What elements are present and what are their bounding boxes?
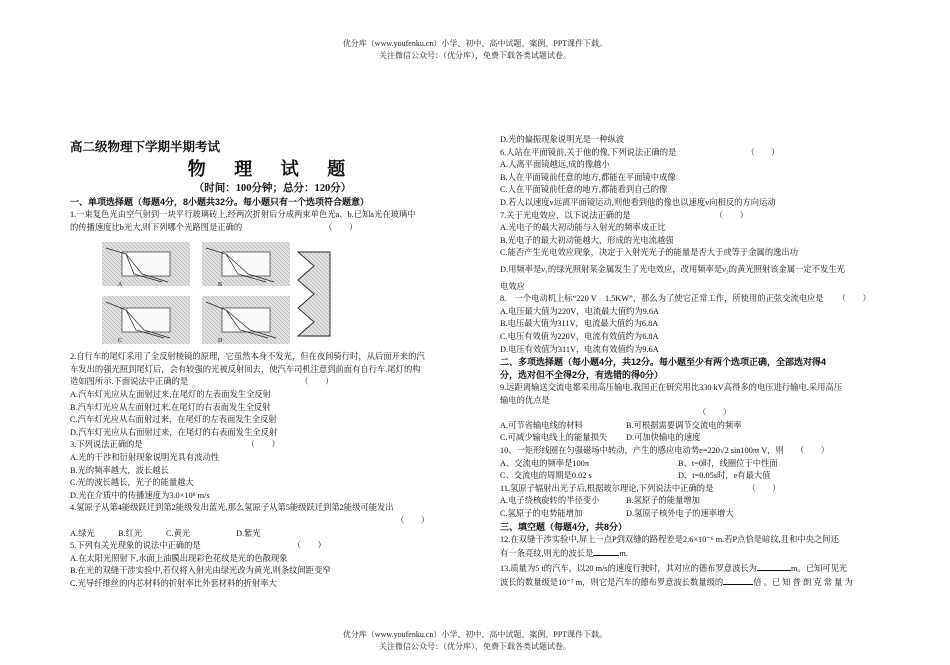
q3-option-a: A.光的干涉和衍射现象说明光具有波动性 <box>70 452 220 462</box>
diagram-a <box>102 242 190 288</box>
q5-option-b: B.在光的双缝干涉实验中,若仅将入射光由绿光改为黄光,则条纹间距变窄 <box>70 566 331 576</box>
q11-options-cd <box>500 508 880 521</box>
subject-title: 物 理 试 题 <box>187 159 358 179</box>
q5-option-d: D.光的偏振现象说明光是一种纵波 <box>500 135 625 144</box>
q11-options-ab <box>500 495 880 508</box>
q1-line-2: 的传播速度比b光大,则下列哪个光路图是正确的 （ ） <box>70 222 358 232</box>
q10-option-b: B、t=0时，线圈位于中性面 <box>678 458 778 468</box>
q2-option-b: B.汽车灯光应从左面射过来,在尾灯的右表面发生全反射 <box>70 402 271 412</box>
q7-option-d-line-1: D.用频率是ν₁的绿光照射某金属发生了光电效应，改用频率是ν₂的黄光照射该金属一定不发生光 <box>500 264 845 274</box>
light-path-diagrams <box>98 238 298 348</box>
q7-option-b: B.光电子的最大初动能越大，形成的光电流越强 <box>500 235 674 245</box>
q13-line-2: 波长的数量级是10⁻⁷ m，则它是汽车的德布罗意波长数量级的 倍 。已 知 普 朗 克 常 量 为 <box>500 575 880 590</box>
q7-stem: 7.关于光电效应，以下说法正确的是 （ ） <box>500 210 748 220</box>
q8-option-c: C.电压有效值为220V，电流有效值约为6.8A <box>500 331 659 341</box>
diagram-d <box>202 296 290 344</box>
page-header <box>0 38 950 62</box>
right-column <box>500 134 880 590</box>
left-column <box>70 132 475 590</box>
q1-line-1: 1.一束复色光由空气射到一块平行玻璃砖上,经两次折射后分成两束单色光a、b.已知a光在玻璃中 <box>70 210 416 219</box>
section-1-heading: 一、单项选择题（每题4分，8小题共32分。每小题只有一个选项符合题意） <box>70 197 370 207</box>
q3-option-d: D.光在介质中的传播速度为3.0×10⁸ m/s <box>70 490 210 500</box>
q2-option-d: D.汽车灯光应从右面射过来，在尾灯的右表面发生全反射 <box>70 427 278 437</box>
header-line-1: 优分库（www.youfenku.cn）小学、初中、高中试题、案例、PPT课件下载。 <box>342 39 608 48</box>
diagram-b <box>202 242 290 288</box>
q4-option-c: C.黄光 <box>166 528 191 538</box>
q13-answer-blank-1[interactable] <box>757 561 791 571</box>
q5-option-a: A.在太阳光照射下,水面上油膜出现彩色花纹是光的色散现象 <box>70 553 288 563</box>
section-2-heading-line-2: 分，选对但不全得2分，有选错的得0分） <box>500 370 664 381</box>
q3-stem: 3.下列说法正确的是 （ ） <box>70 440 280 450</box>
q13-line-1: 13.质量为5 t的汽车，以20 m/s的速度行驶时，其对应的德布罗意波长为 m。已知可见光 <box>500 561 880 576</box>
page-footer <box>0 629 950 653</box>
q9-option-b: B.可根据需要调节交流电的频率 <box>626 420 742 430</box>
q4-options <box>70 528 475 541</box>
q9-option-a: A.可节省输电线的材料 <box>500 420 583 430</box>
q8-option-d: D.电压有效值为311V，电流有效值约为9.6A <box>500 344 659 354</box>
section-3-heading: 三、填空题（每题4分，共8分） <box>500 521 628 532</box>
q1-figures <box>70 238 475 348</box>
fig-label-b: B <box>218 282 223 289</box>
q6-stem: 6.人站在平面镜前,关于他的像,下列说法正确的是 （ ） <box>500 147 780 157</box>
q6-option-a: A.人离平面镜越远,成的像越小 <box>500 160 610 170</box>
q10-options-ab <box>500 458 880 471</box>
q4-option-a: A.绿光 <box>70 528 95 538</box>
q6-option-d: D.若人以速度v远离平面镜运动,则他看到他的像也以速度v向相反的方向运动 <box>500 197 776 207</box>
q10-stem: 10、一矩形线圈在匀强磁场中转动，产生的感应电动势e=220√2 sin100πt V，则 （ ） <box>500 446 830 456</box>
q4-option-d: D.紫光 <box>236 528 261 538</box>
q8-option-a: A.电压最大值为220V，电流最大值约为9.6A <box>500 306 660 316</box>
q11-option-b: B.氢原子的能量增加 <box>626 496 700 506</box>
q6-option-c: C.人在平面镜前任意的地方,都能看到自己的像 <box>500 185 668 195</box>
q4-option-b: B.红光 <box>118 528 143 538</box>
q12-line-1: 12.在双缝干涉实验中,屏上一点P到双缝的路程差是2.6×10⁻⁶ m.若P点恰是暗纹,且和中央之间还 <box>500 534 839 544</box>
q13-answer-blank-2[interactable] <box>723 575 753 585</box>
diagram-c <box>102 296 190 344</box>
q7-option-d-line-2: 电效应 <box>500 281 525 291</box>
q9-option-d: D.可加快输电的速度 <box>626 433 701 443</box>
fig-label-c: C <box>118 338 123 345</box>
q4-stem: 4.氢原子从第4能级跃迁到第2能级发出蓝光,那么氢原子从第5能级跃迁到第2能级可能发出 <box>70 503 394 513</box>
q11-option-a: A.电子绕核旋转的半径变小 <box>500 496 600 506</box>
fig-label-a: A <box>118 282 123 289</box>
q10-options-cd <box>500 470 880 483</box>
footer-line-2: 关注微信公众号：（优分库），免费下载各类试题试卷。 <box>379 642 571 651</box>
exam-meta: （时间：100分钟；总分：120分） <box>193 183 352 194</box>
footer-line-1: 优分库（www.youfenku.cn）小学、初中、高中试题、案例、PPT课件下载。 <box>342 630 608 639</box>
q9-paren: （ ） <box>698 408 732 418</box>
q4-paren: （ ） <box>396 515 430 525</box>
q8-option-b: B.电压最大值为311V，电流最大值约为6.8A <box>500 319 659 329</box>
q5-stem: 5.下列有关光现象的说法中正确的是 （ ） <box>70 541 326 551</box>
header-line-2: 关注微信公众号：（优分库），免费下载各类试题试卷。 <box>379 51 571 60</box>
q12-line-2: 有一条亮纹,则光的波长是 m. <box>500 546 880 561</box>
q11-option-c: C.氢原子的电势能增加 <box>500 509 583 519</box>
q2-line-3: 造如图所示.下面说法中正确的是 （ ） <box>70 377 334 387</box>
q6-option-b: B.人在平面镜前任意的地方,都能在平面镜中成像 <box>500 172 676 182</box>
q12-answer-blank[interactable] <box>593 546 619 556</box>
q9-options-ab <box>500 420 880 433</box>
q11-option-d: D.氢原子核外电子的速率增大 <box>626 509 734 519</box>
q2-option-c: C.汽车灯光应从右面射过来，在尾灯的左表面发生全反射 <box>70 415 277 425</box>
q2-line-1: 2.自行车的尾灯采用了全反射棱镜的原理，它虽然本身不发光，但在夜间骑行时，从后面开来的汽 <box>70 352 425 362</box>
q9-line-2: 输电的优点是 <box>500 395 550 405</box>
tail-light-prism-diagram <box>296 250 332 338</box>
q7-option-a: A.光电子的最大初动能与入射光的频率成正比 <box>500 223 666 233</box>
q10-option-a: A、交流电的频率是100π <box>500 458 590 468</box>
fig-label-d: D <box>218 338 223 345</box>
q8-stem: 8. 一个电动机上标“220 V 1.5KW”，那么为了使它正常工作，所使用的正弦交流电应是 （ ） <box>500 294 871 304</box>
q11-stem: 11.氢原子辐射出光子后,根据玻尔理论,下列说法中正确的是 （ ） <box>500 483 781 493</box>
q2-line-2: 车发出的强光照到尾灯后，会有较强的光被反射回去，使汽车司机注意到前面有自行车.尾灯的构 <box>70 364 421 374</box>
exam-title: 高二级物理下学期半期考试 <box>70 140 221 154</box>
q9-line-1: 9.远距离输送交流电都采用高压输电.我国正在研究用比330 kV高得多的电压进行输电.采用高压 <box>500 383 843 393</box>
q3-option-c: C.光的波长越长，光子的能量越大 <box>70 478 194 488</box>
q9-option-c: C.可减少输电线上的能量损失 <box>500 433 608 443</box>
q9-options-cd <box>500 432 880 445</box>
q10-option-c: C、交流电的周期是0.02 s <box>500 471 592 481</box>
q5-option-c: C.光导纤维丝的内芯材料的折射率比外套材料的折射率大 <box>70 578 277 588</box>
q3-option-b: B.光的频率越大，波长越长 <box>70 465 169 475</box>
q7-option-c: C.能否产生光电效应现象，决定于入射光光子的能量是否大于或等于金属的逸出功 <box>500 248 799 258</box>
section-2-heading-line-1: 二、多项选择题（每小题4分，共12分。每小题至少有两个选项正确，全部选对得4 <box>500 357 827 368</box>
q2-option-a: A.汽车灯光应从左面射过来,在尾灯的左表面发生全反射 <box>70 389 271 399</box>
q10-option-d: D、t=0.05s时，e有最大值 <box>678 471 771 481</box>
